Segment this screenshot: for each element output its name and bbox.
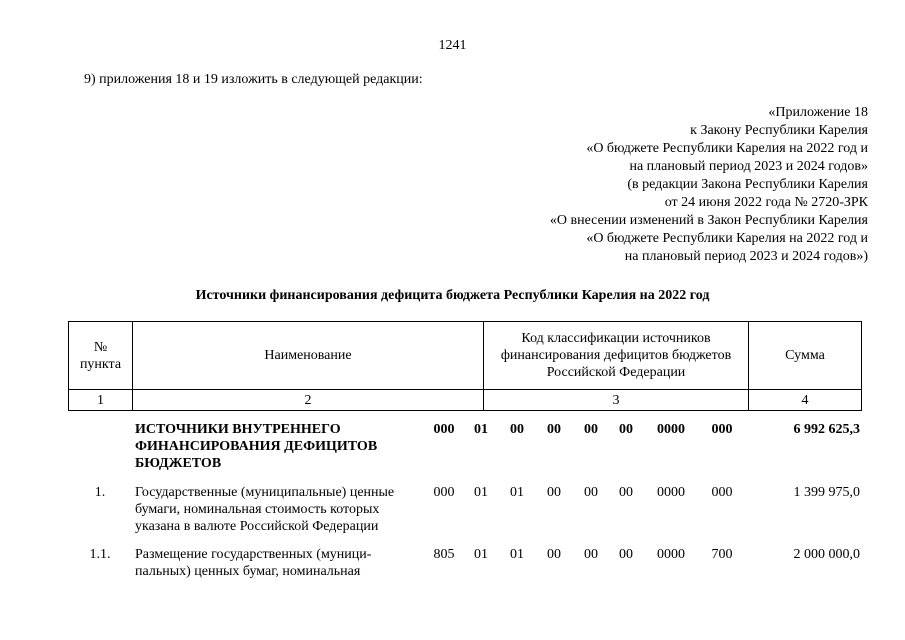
code-segment: 00 (584, 422, 598, 437)
header-num: № пункта (68, 321, 133, 390)
header-col-number: 4 (748, 389, 862, 411)
row-sum: 2 000 000,0 (793, 547, 860, 562)
code-segment: 00 (619, 547, 633, 562)
annex-line: на плановый период 2023 и 2024 годов» (629, 159, 868, 174)
code-segment: 000 (711, 422, 733, 437)
code-segment: 01 (474, 422, 488, 437)
table-header (68, 321, 862, 411)
row-name: Государственные (муниципальные) ценные бумаги, номинальная стоимость которых указана в валюте Российской Федерации (135, 485, 395, 534)
code-segment: 805 (433, 547, 455, 562)
code-segment: 00 (619, 422, 633, 437)
annex-line: к Закону Республики Карелия (690, 123, 868, 138)
header-sum: Сумма (748, 321, 862, 390)
annex-line: (в редакции Закона Республики Карелия (627, 177, 868, 192)
table-title: Источники финансирования дефицита бюджета Республики Карелия на 2022 год (195, 288, 710, 303)
code-segment: 000 (433, 422, 455, 437)
code-segment: 000 (711, 485, 733, 500)
header-col-number: 1 (68, 389, 133, 411)
code-segment: 01 (510, 485, 524, 500)
annex-line: «О бюджете Республики Карелия на 2022 год и (586, 141, 868, 156)
annex-line: на плановый период 2023 и 2024 годов») (624, 249, 868, 264)
annex-line: «О внесении изменений в Закон Республики Карелия (549, 213, 868, 228)
row-number: 1. (94, 485, 106, 500)
code-segment: 00 (584, 485, 598, 500)
row-number: 1.1. (89, 547, 111, 562)
page-number: 1241 (438, 38, 467, 53)
code-segment: 01 (474, 547, 488, 562)
code-segment: 00 (584, 547, 598, 562)
code-segment: 00 (547, 422, 561, 437)
code-segment: 01 (474, 485, 488, 500)
annex-line: «Приложение 18 (768, 105, 868, 120)
code-segment: 00 (547, 547, 561, 562)
header-col-number: 2 (132, 389, 484, 411)
annex-line: от 24 июня 2022 года № 2720-ЗРК (664, 195, 868, 210)
code-segment: 700 (711, 547, 733, 562)
row-name: Размещение государственных (муници-пальных) ценных бумаг, номинальная (135, 547, 372, 579)
row-name: ИСТОЧНИКИ ВНУТРЕННЕГО ФИНАНСИРОВАНИЯ ДЕФИЦИТОВ БЮДЖЕТОВ (135, 422, 378, 471)
header-col-number: 3 (483, 389, 749, 411)
row-sum: 6 992 625,3 (793, 422, 860, 437)
code-segment: 00 (619, 485, 633, 500)
annex-line: «О бюджете Республики Карелия на 2022 год и (586, 231, 868, 246)
code-segment: 0000 (657, 485, 685, 500)
header-code: Код классификации источников финансирования дефицитов бюджетов Российской Федерации (483, 321, 749, 390)
code-segment: 0000 (657, 547, 685, 562)
row-sum: 1 399 975,0 (793, 485, 860, 500)
code-segment: 01 (510, 547, 524, 562)
code-segment: 00 (547, 485, 561, 500)
header-name: Наименование (132, 321, 484, 390)
code-segment: 000 (433, 485, 455, 500)
code-segment: 0000 (657, 422, 685, 437)
intro-text: 9) приложения 18 и 19 изложить в следующей редакции: (84, 72, 423, 87)
code-segment: 00 (510, 422, 524, 437)
annex-header (550, 104, 868, 266)
